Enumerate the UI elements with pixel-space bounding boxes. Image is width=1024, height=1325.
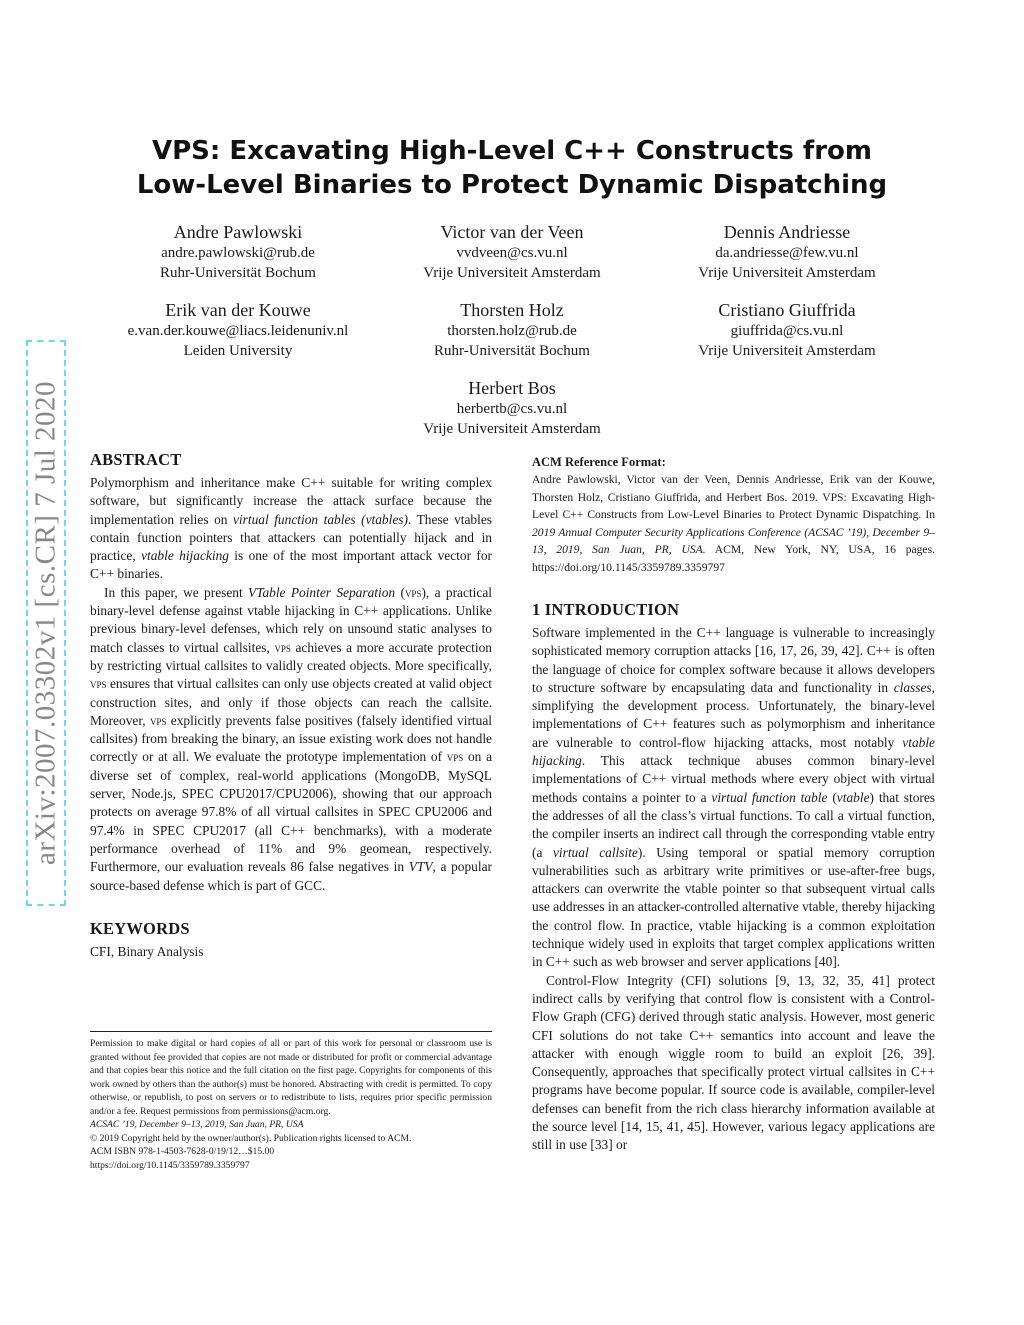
author-name: Dennis Andriesse: [723, 222, 851, 242]
author-email: herbertb@cs.vu.nl: [456, 401, 568, 417]
author-email: giuffrida@cs.vu.nl: [730, 323, 844, 339]
author-affiliation: Vrije Universiteit Amsterdam: [423, 265, 601, 281]
conference-line: ACSAC ’19, December 9–13, 2019, San Juan, PR, USA: [90, 1119, 304, 1130]
permission-footnote: [90, 1031, 492, 1172]
author-affiliation: Leiden University: [183, 343, 293, 359]
left-column: [90, 450, 492, 961]
introduction-heading: 1 INTRODUCTION: [532, 600, 680, 619]
copyright-line: © 2019 Copyright held by the owner/author(s). Publication rights licensed to ACM.: [90, 1132, 412, 1144]
arxiv-stamp[interactable]: [26, 340, 66, 906]
author-name: Erik van der Kouwe: [165, 300, 311, 320]
abstract-paragraph-2: In this paper, we present VTable Pointer Separation (vps), a practical binary-level defense against vtable hijacking in C++ applications. Unlike previous binary-level defenses, which rely on unsound static analyses to match classes to virtual callsites, vps achieves a more accurate protection by restricting virtual callsites to validly created objects. More specifically, vps ensures that virtual callsites can only use objects created at valid object construction sites, and only if those objects can reach the callsite. Moreover, vps explicitly prevents false positives (falsely identified virtual callsites) from breaking the binary, an issue existing work does not handle correctly or at all. We evaluate the prototype implementation of vps on a diverse set of complex, real-world applications (MongoDB, MySQL server, Node.js, SPEC CPU2017/CPU2006), showing that our approach protects on average 97.8% of all virtual callsites in SPEC CPU2006 and 97.4% in SPEC CPU2017 (all C++ benchmarks), with a moderate performance overhead of 11% and 9% geomean, respectively. Furthermore, our evaluation reveals 86 false negatives in VTV, a popular source-based defense which is part of GCC.: [90, 584, 493, 893]
author-email: thorsten.holz@rub.de: [447, 323, 577, 339]
title-line-2: Low-Level Binaries to Protect Dynamic Dispatching: [136, 170, 888, 200]
author-affiliation: Vrije Universiteit Amsterdam: [423, 421, 601, 437]
paper-title: [90, 134, 934, 202]
arxiv-identifier[interactable]: arXiv:2007.03302v1 [cs.CR] 7 Jul 2020: [29, 380, 62, 866]
author-name: Thorsten Holz: [460, 300, 564, 320]
permission-text: Permission to make digital or hard copies of all or part of this work for personal or classroom use is granted without fee provided that copies are not made or distributed for profit or commercial advantage and that copies bear this notice and the full citation on the first page. Copyrights for components of this work owned by others than the author(s) must be honored. Abstracting with credit is permitted. To copy otherwise, or republish, to post on servers or to redistribute to lists, requires prior specific permission and/or a fee. Request permissions from permissions@acm.org.: [90, 1038, 492, 1117]
author-block: [637, 221, 937, 283]
author-email: e.van.der.kouwe@liacs.leidenuniv.nl: [127, 323, 349, 339]
author-block: [362, 299, 662, 361]
author-email: andre.pawlowski@rub.de: [161, 245, 315, 261]
keywords-text: CFI, Binary Analysis: [90, 943, 204, 959]
author-name: Cristiano Giuffrida: [718, 300, 856, 320]
acm-reference-heading: ACM Reference Format:: [532, 455, 666, 469]
author-block: [637, 299, 937, 361]
author-block: [362, 377, 662, 439]
isbn-line: ACM ISBN 978-1-4503-7628-0/19/12…$15.00: [90, 1146, 275, 1157]
author-email: da.andriesse@few.vu.nl: [715, 245, 859, 261]
title-line-1: VPS: Excavating High-Level C++ Constructs from: [151, 136, 873, 166]
keywords-heading: KEYWORDS: [90, 918, 190, 938]
introduction-paragraph-1: Software implemented in the C++ language is vulnerable to increasingly sophisticated memory corruption attacks [16, 17, 26, 39, 42]. C++ is often the language of choice for complex software because it allows developers to structure software by encapsulating data and functionality in classes, simplifying the development process. Unfortunately, the binary-level implementations of C++ features such as polymorphism and inheritance are vulnerable to control-flow hijacking attacks, most notably vtable hijacking. This attack technique abuses common binary-level implementations of C++ virtual methods where every object with virtual methods contains a pointer to a virtual function table (vtable) that stores the addresses of all the class’s virtual functions. To call a virtual function, the compiler inserts an indirect call through the corresponding vtable entry (a virtual callsite). Using temporal or spatial memory corruption vulnerabilities such as arbitrary write primitives or use-after-free bugs, attackers can overwrite the vtable pointer so that subsequent virtual calls use addresses in an attacker-controlled alternative vtable, thereby hijacking the control flow. In practice, vtable hijacking is a common exploitation technique widely used in exploits that target complex applications written in C++ such as web browser and server applications [40].: [532, 625, 936, 970]
acm-reference-text: Andre Pawlowski, Victor van der Veen, Dennis Andriesse, Erik van der Kouwe, Thorsten Holz, Cristiano Giuffrida, and Herbert Bos. 2019. VPS: Excavating High-Level C++ Constructs from Low-Level Binaries to Protect Dynamic Dispatching. In 2019 Annual Computer Security Applications Conference (ACSAC ’19), December 9–13, 2019, San Juan, PR, USA. ACM, New York, NY, USA, 16 pages. https://doi.org/10.1145/3359789.3359797: [532, 473, 935, 574]
author-affiliation: Ruhr-Universität Bochum: [160, 265, 316, 281]
introduction-paragraph-2: Control-Flow Integrity (CFI) solutions [9, 13, 32, 35, 41] protect indirect calls by verifying that control flow is consistent with a Control-Flow Graph (CFG) derived through static analysis. However, most generic CFI solutions do not take C++ semantics into account and leave the attacker with enough wiggle room to build an exploit [26, 39]. Consequently, approaches that specifically protect virtual callsites in C++ programs have become popular. If source code is available, compiler-level defenses can benefit from the rich class hierarchy information available at the source level [14, 15, 41, 45]. However, various legacy applications are still in use [33] or: [532, 972, 935, 1153]
author-name: Victor van der Veen: [440, 222, 584, 242]
author-name: Herbert Bos: [468, 378, 556, 398]
author-email: vvdveen@cs.vu.nl: [456, 245, 568, 261]
author-name: Andre Pawlowski: [173, 222, 303, 242]
author-affiliation: Vrije Universiteit Amsterdam: [698, 265, 876, 281]
author-block: [88, 299, 388, 361]
author-affiliation: Ruhr-Universität Bochum: [434, 343, 590, 359]
abstract-paragraph-1: Polymorphism and inheritance make C++ suitable for writing complex software, but significantly increase the attack surface because the implementation relies on virtual function tables (vtables). These vtables contain function pointers that attackers can potentially hijack and in practice, vtable hijacking is one of the most important attack vector for C++ binaries.: [90, 475, 493, 582]
author-block: [362, 221, 662, 283]
author-affiliation: Vrije Universiteit Amsterdam: [698, 343, 876, 359]
right-column: [532, 454, 935, 1155]
doi-link[interactable]: https://doi.org/10.1145/3359789.3359797: [90, 1159, 250, 1171]
abstract-heading: ABSTRACT: [90, 450, 182, 469]
author-block: [88, 221, 388, 283]
